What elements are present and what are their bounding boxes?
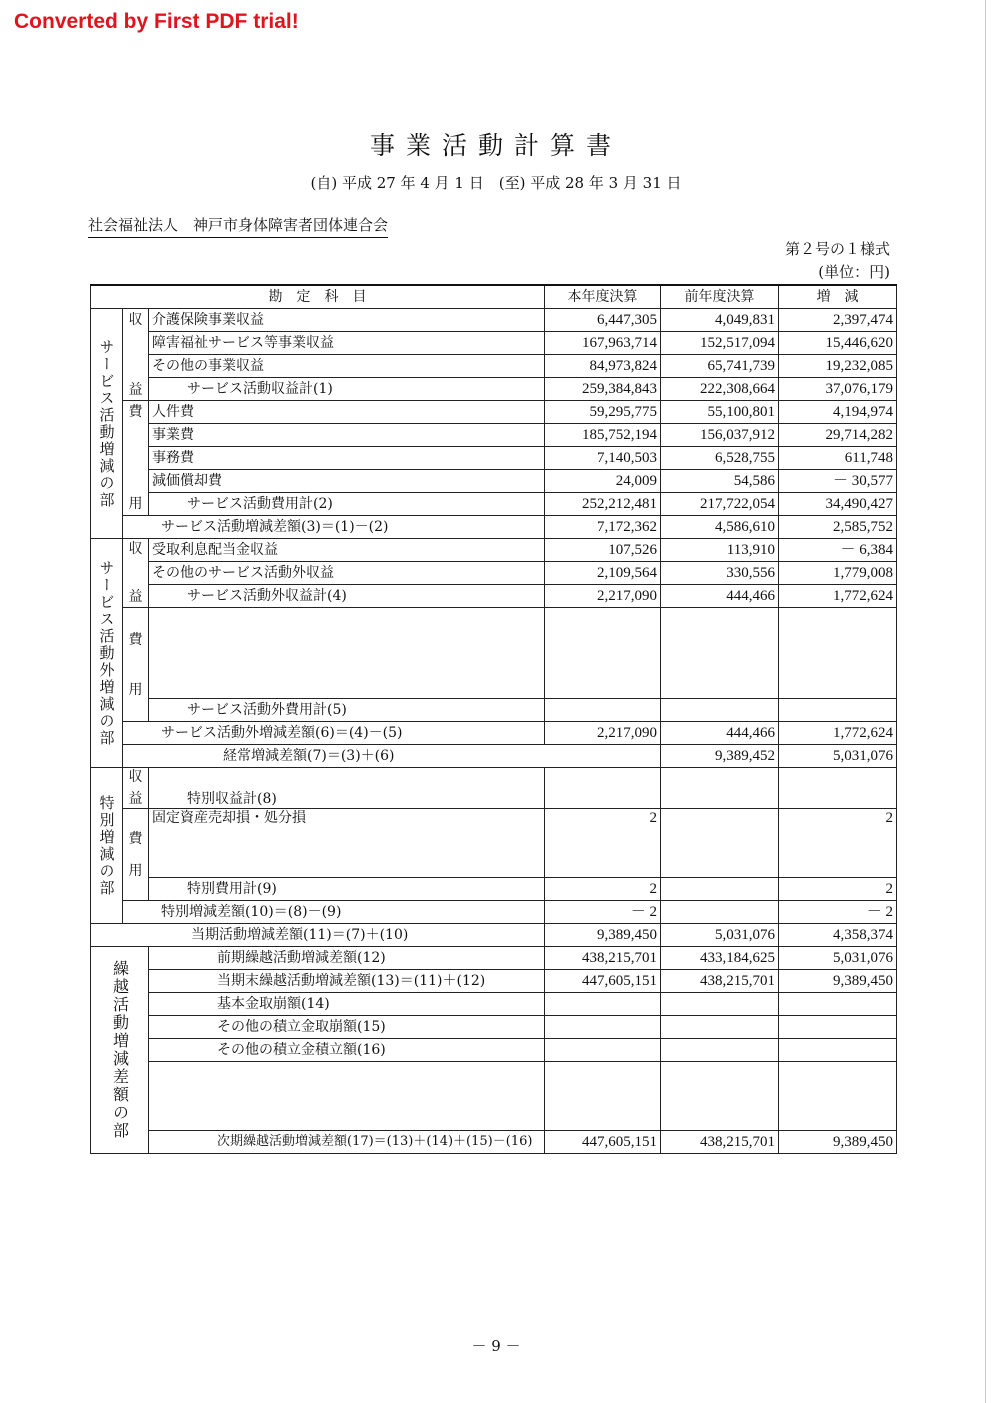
fiscal-period: (自) 平成 27 年 4 月 1 日 (至) 平成 28 年 3 月 31 日 — [310, 174, 682, 192]
table-row — [91, 447, 897, 470]
row-label: 特別収益計(8) — [149, 768, 545, 809]
subsection-income: 収 益 — [123, 539, 149, 608]
change-value — [779, 1039, 897, 1062]
row-label: 次期繰越活動増減差額(17)＝(13)＋(14)＋(15)－(16) — [149, 1131, 545, 1154]
current-value: 259,384,843 — [545, 378, 661, 401]
previous-value: 444,466 — [661, 585, 779, 608]
change-value: 37,076,179 — [779, 378, 897, 401]
subsection-income: 収 益 — [123, 309, 149, 401]
blank-cell — [545, 1062, 661, 1131]
current-value: 9,389,450 — [545, 924, 661, 947]
previous-value: 222,308,664 — [661, 378, 779, 401]
corporation-name: 社会福祉法人 神戸市身体障害者団体連合会 — [88, 214, 388, 238]
previous-value: 438,215,701 — [661, 970, 779, 993]
previous-value — [661, 699, 779, 722]
form-number: 第２号の１様式 — [784, 240, 890, 258]
table-row — [91, 355, 897, 378]
current-value: 2,217,090 — [545, 585, 661, 608]
previous-value: 54,586 — [661, 470, 779, 493]
table-row — [91, 1131, 897, 1154]
current-value: 2,217,090 — [545, 722, 661, 745]
change-value: 1,772,624 — [779, 722, 897, 745]
table-row — [91, 516, 897, 539]
table-row — [91, 809, 897, 878]
blank-cell — [779, 1062, 897, 1131]
table-row — [91, 332, 897, 355]
change-value: － 6,384 — [779, 539, 897, 562]
previous-value — [661, 1016, 779, 1039]
previous-value: 5,031,076 — [661, 924, 779, 947]
change-value: 9,389,450 — [779, 970, 897, 993]
table-row — [91, 562, 897, 585]
row-label: 基本金取崩額(14) — [149, 993, 545, 1016]
current-value: 7,140,503 — [545, 447, 661, 470]
previous-value — [661, 993, 779, 1016]
current-value: 24,009 — [545, 470, 661, 493]
change-value: 2,397,474 — [779, 309, 897, 332]
previous-value: 5,031,076 — [779, 745, 897, 768]
change-value — [779, 768, 897, 809]
current-value: 6,447,305 — [545, 309, 661, 332]
change-value: 1,772,624 — [779, 585, 897, 608]
unit-label: (単位：円) — [818, 263, 890, 281]
change-value: － 30,577 — [779, 470, 897, 493]
change-value: 4,194,974 — [779, 401, 897, 424]
header-previous-year: 前年度決算 — [661, 285, 779, 309]
blank-cell — [661, 1062, 779, 1131]
previous-value: 65,741,739 — [661, 355, 779, 378]
page-number: － 9 － — [471, 1337, 521, 1355]
table-row — [91, 1062, 897, 1131]
previous-value: 55,100,801 — [661, 401, 779, 424]
section-service-activity: サービス活動増減の部 — [91, 309, 123, 539]
table-row — [91, 401, 897, 424]
blank-row — [149, 1062, 545, 1131]
table-row — [91, 608, 897, 699]
previous-value: 4,049,831 — [661, 309, 779, 332]
previous-value: 330,556 — [661, 562, 779, 585]
table-row — [91, 768, 897, 809]
previous-value: 433,184,625 — [661, 947, 779, 970]
change-value: 1,779,008 — [779, 562, 897, 585]
table-row — [91, 970, 897, 993]
previous-value — [661, 878, 779, 901]
header-item: 勘 定 科 目 — [91, 285, 545, 309]
current-value: 447,605,151 — [545, 970, 661, 993]
row-label: 受取利息配当金収益 — [149, 539, 545, 562]
current-value: 185,752,194 — [545, 424, 661, 447]
current-value: 167,963,714 — [545, 332, 661, 355]
section-non-service-activity: サービス活動外増減の部 — [91, 539, 123, 768]
previous-value: 113,910 — [661, 539, 779, 562]
change-value: 2,585,752 — [779, 516, 897, 539]
table-row — [91, 878, 897, 901]
current-value — [545, 1016, 661, 1039]
subsection-expense: 費 用 — [123, 809, 149, 901]
change-value: － 2 — [779, 901, 897, 924]
row-label: サービス活動費用計(2) — [149, 493, 545, 516]
table-row — [91, 309, 897, 332]
document-title: 事業活動計算書 — [369, 131, 622, 160]
change-value — [779, 1016, 897, 1039]
table-row — [91, 539, 897, 562]
current-value — [545, 768, 661, 809]
table-row — [91, 585, 897, 608]
previous-value: 444,466 — [661, 722, 779, 745]
row-label: サービス活動収益計(1) — [149, 378, 545, 401]
row-label: サービス活動増減差額(3)＝(1)－(2) — [123, 516, 545, 539]
header-change: 増 減 — [779, 285, 897, 309]
row-label: サービス活動外増減差額(6)＝(4)－(5) — [123, 722, 545, 745]
table-row — [91, 1016, 897, 1039]
change-value: 34,490,427 — [779, 493, 897, 516]
change-value: 15,446,620 — [779, 332, 897, 355]
current-value — [545, 1039, 661, 1062]
scan-edge-line — [985, 0, 986, 1403]
change-value: 2 — [779, 878, 897, 901]
change-value: 611,748 — [779, 447, 897, 470]
row-label: 事務費 — [149, 447, 545, 470]
current-value: 7,172,362 — [545, 516, 661, 539]
blank-cell — [545, 608, 661, 699]
change-value — [779, 699, 897, 722]
subsection-expense: 費 用 — [123, 608, 149, 722]
current-value: 9,389,452 — [661, 745, 779, 768]
current-value: 252,212,481 — [545, 493, 661, 516]
trial-watermark: Converted by First PDF trial! — [14, 10, 299, 33]
previous-value — [661, 768, 779, 809]
current-value: 84,973,824 — [545, 355, 661, 378]
change-value: 9,389,450 — [779, 1131, 897, 1154]
current-value: 107,526 — [545, 539, 661, 562]
row-label: 当期末繰越活動増減差額(13)＝(11)＋(12) — [149, 970, 545, 993]
row-label: 特別費用計(9) — [149, 878, 545, 901]
row-label: 固定資産売却損・処分損 — [149, 809, 545, 878]
table-row — [91, 745, 897, 768]
table-row — [91, 424, 897, 447]
current-value — [545, 993, 661, 1016]
current-value: － 2 — [545, 901, 661, 924]
previous-value: 6,528,755 — [661, 447, 779, 470]
change-value: 5,031,076 — [779, 947, 897, 970]
change-value: 4,358,374 — [779, 924, 897, 947]
table-row — [91, 699, 897, 722]
section-special: 特別増減の部 — [91, 768, 123, 924]
table-row — [91, 722, 897, 745]
table-row — [91, 947, 897, 970]
row-label: 前期繰越活動増減差額(12) — [149, 947, 545, 970]
current-value: 2 — [545, 878, 661, 901]
change-value: 2 — [779, 809, 897, 878]
row-label: 事業費 — [149, 424, 545, 447]
current-value: 59,295,775 — [545, 401, 661, 424]
row-label: 経常増減差額(7)＝(3)＋(6) — [123, 745, 661, 768]
current-value: 2 — [545, 809, 661, 878]
table-row — [91, 378, 897, 401]
table-row — [91, 924, 897, 947]
current-value — [545, 699, 661, 722]
blank-cell — [779, 608, 897, 699]
row-label: 減価償却費 — [149, 470, 545, 493]
row-label: その他のサービス活動外収益 — [149, 562, 545, 585]
previous-value: 4,586,610 — [661, 516, 779, 539]
activity-statement-table — [90, 284, 897, 1154]
change-value — [779, 993, 897, 1016]
row-label: 当期活動増減差額(11)＝(7)＋(10) — [91, 924, 545, 947]
row-label: 人件費 — [149, 401, 545, 424]
blank-cell — [661, 608, 779, 699]
section-carry-forward: 繰越活動増減差額の部 — [91, 947, 149, 1154]
row-label: 介護保険事業収益 — [149, 309, 545, 332]
previous-value: 438,215,701 — [661, 1131, 779, 1154]
row-label: その他の事業収益 — [149, 355, 545, 378]
row-label: サービス活動外収益計(4) — [149, 585, 545, 608]
previous-value: 156,037,912 — [661, 424, 779, 447]
row-label: 特別増減差額(10)＝(8)－(9) — [123, 901, 545, 924]
previous-value — [661, 1039, 779, 1062]
row-label: 障害福祉サービス等事業収益 — [149, 332, 545, 355]
change-value: 29,714,282 — [779, 424, 897, 447]
table-row — [91, 493, 897, 516]
previous-value: 152,517,094 — [661, 332, 779, 355]
previous-value — [661, 901, 779, 924]
current-value: 438,215,701 — [545, 947, 661, 970]
current-value: 447,605,151 — [545, 1131, 661, 1154]
row-label: その他の積立金積立額(16) — [149, 1039, 545, 1062]
blank-row — [149, 608, 545, 699]
table-row — [91, 901, 897, 924]
previous-value: 217,722,054 — [661, 493, 779, 516]
table-header-row — [91, 285, 897, 309]
header-current-year: 本年度決算 — [545, 285, 661, 309]
previous-value — [661, 809, 779, 878]
subsection-income: 収 益 — [123, 768, 149, 809]
change-value: 19,232,085 — [779, 355, 897, 378]
table-row — [91, 470, 897, 493]
table-row — [91, 1039, 897, 1062]
current-value: 2,109,564 — [545, 562, 661, 585]
subsection-expense: 費 用 — [123, 401, 149, 516]
row-label: サービス活動外費用計(5) — [149, 699, 545, 722]
row-label: その他の積立金取崩額(15) — [149, 1016, 545, 1039]
table-row — [91, 993, 897, 1016]
